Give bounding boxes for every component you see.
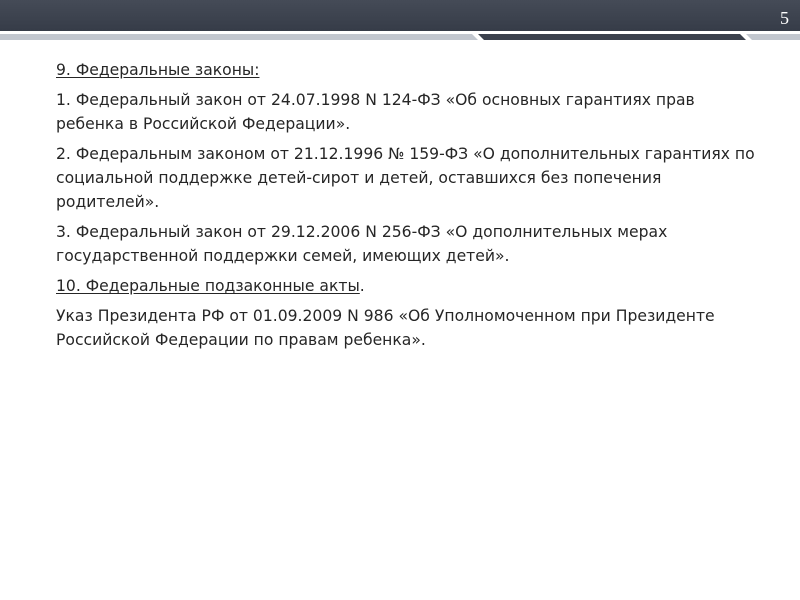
law-item-3: 3. Федеральный закон от 29.12.2006 N 256-ФЗ «О дополнительных мерах государственной поддержки семей, имеющих детей». xyxy=(56,223,668,265)
law-item-1: 1. Федеральный закон от 24.07.1998 N 124-ФЗ «Об основных гарантиях прав ребенка в Российской Федерации». xyxy=(56,91,695,133)
header-rule xyxy=(0,34,800,40)
heading-subordinate-acts-line xyxy=(56,274,766,298)
slide-content xyxy=(56,58,766,358)
header-bar xyxy=(0,0,800,31)
presidential-decree: Указ Президента РФ от 01.09.2009 N 986 «Об Уполномоченном при Президенте Российской Федерации по правам ребенка». xyxy=(56,307,715,349)
heading-subordinate-acts-suffix: . xyxy=(359,277,365,295)
heading-federal-laws: 9. Федеральные законы: xyxy=(56,61,260,79)
heading-subordinate-acts: 10. Федеральные подзаконные акты xyxy=(56,277,360,295)
law-item-2: 2. Федеральным законом от 21.12.1996 № 159-ФЗ «О дополнительных гарантиях по социальной поддержке детей-сирот и детей, оставшихся без попечения родителей». xyxy=(56,145,755,211)
slide-number: 5 xyxy=(780,8,789,28)
